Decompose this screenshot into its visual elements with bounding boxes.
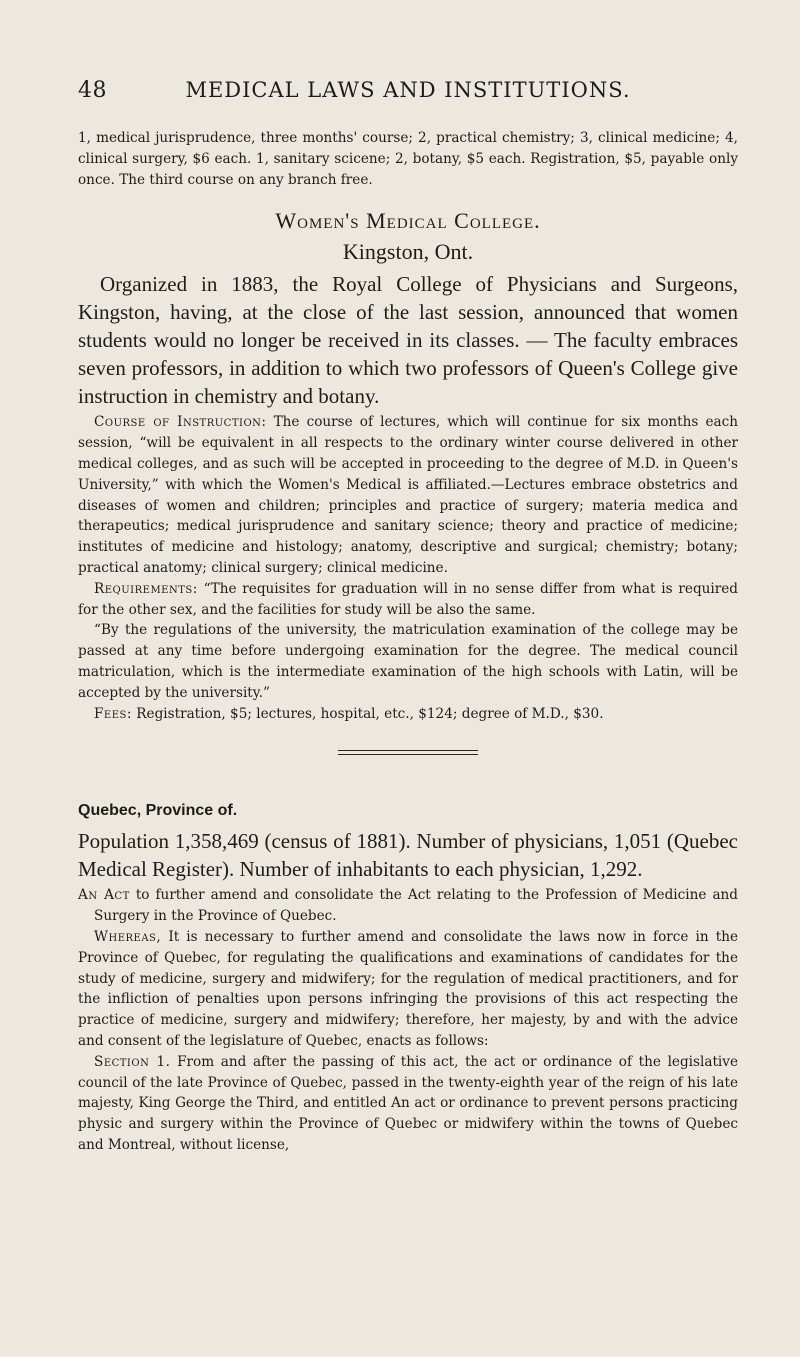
college-summary: Organized in 1883, the Royal College of Physicians and Surgeons, Kingston, having, at the close of the last session, announced that women students would no longer be received in its classes. — The faculty embraces seven professors, in addition to which two professors of Queen's College give instruction in chemistry and botany. bbox=[78, 272, 738, 409]
course-label: Course of Instruction: bbox=[94, 414, 267, 431]
fees-text: Registration, $5; lectures, hospital, etc., $124; degree of M.D., $30. bbox=[136, 705, 604, 722]
fees-paragraph bbox=[78, 704, 738, 725]
section-text: From and after the passing of this act, the act or ordinance of the legislative council of the late Province of Quebec, passed in the twenty-eighth year of the reign of his late majesty, King George the Third, and entitled An act or ordinance to prevent persons practicing physic and surgery within the Province of Quebec or midwifery within the towns of Quebec and Montreal, without license, bbox=[78, 1053, 738, 1153]
requirements-text: “The requisites for graduation will in no sense differ from what is required for the other sex, and the facilities for study will be also the same. bbox=[78, 580, 738, 618]
course-of-instruction-paragraph bbox=[78, 412, 738, 578]
section-divider-bottom-rule bbox=[338, 754, 478, 755]
fees-label: Fees: bbox=[94, 705, 132, 722]
act-label: An Act bbox=[78, 887, 130, 904]
quebec-heading: Quebec, Province of. bbox=[78, 802, 238, 820]
regulations-paragraph: “By the regulations of the university, the matriculation examination of the college may be passed at any time before undergoing examination for the degree. The medical council matriculation, which is the intermediate examination of the high schools with Latin, will be accepted by the university.” bbox=[78, 622, 738, 701]
act-title-paragraph bbox=[78, 885, 738, 927]
college-title: Women's Medical College. bbox=[275, 208, 541, 234]
whereas-paragraph bbox=[78, 927, 738, 1052]
section-divider-top-rule bbox=[338, 750, 478, 751]
act-text: to further amend and consolidate the Act relating to the Profession of Medicine and Surgery in the Province of Quebec. bbox=[94, 887, 739, 925]
quebec-population-paragraph: Population 1,358,469 (census of 1881). Number of physicians, 1,051 (Quebec Medical Register). Number of inhabitants to each physician, 1,292. bbox=[78, 829, 738, 882]
whereas-text: It is necessary to further amend and consolidate the laws now in force in the Province of Quebec, for regulating the qualifications and examinations of candidates for the study of medicine, surgery and midwifery; for the regulation of medical practitioners, and for the infliction of penalties upon persons infringing the provisions of this act respecting the practice of medicine, surgery and midwifery; therefore, her majesty, by and with the advice and consent of the legislature of Quebec, enacts as follows: bbox=[78, 928, 738, 1049]
whereas-label: Whereas, bbox=[94, 928, 162, 945]
page-body bbox=[78, 128, 738, 1156]
page-number: 48 bbox=[78, 78, 107, 103]
requirements-paragraph bbox=[78, 579, 738, 621]
page-header bbox=[78, 78, 738, 108]
section-1-paragraph bbox=[78, 1052, 738, 1156]
intro-paragraph: 1, medical jurisprudence, three months' course; 2, practical chemistry; 3, clinical medicine; 4, clinical surgery, $6 each. 1, sanitary scicene; 2, botany, $5 each. Registration, $5, payable only once. The third course on any branch free. bbox=[78, 130, 738, 188]
course-text: The course of lectures, which will continue for six months each session, “will be equivalent in all respects to the ordinary winter course delivered in other medical colleges, and as such will be accepted in proceeding to the degree of M.D. in Queen's University,” with which the Women's Medical is affiliated.—Lectures embrace obstetrics and diseases of women and children; principles and practice of surgery; materia medica and therapeutics; medical jurisprudence and sanitary science; theory and practice of medicine; institutes of medicine and histology; anatomy, descriptive and surgical; chemistry; botany; practical anatomy; clinical surgery; clinical medicine. bbox=[78, 414, 738, 576]
college-place: Kingston, Ont. bbox=[342, 239, 474, 265]
running-head: MEDICAL LAWS AND INSTITUTIONS. bbox=[185, 78, 631, 102]
section-label: Section 1. bbox=[94, 1053, 171, 1070]
requirements-label: Requirements: bbox=[94, 580, 198, 597]
